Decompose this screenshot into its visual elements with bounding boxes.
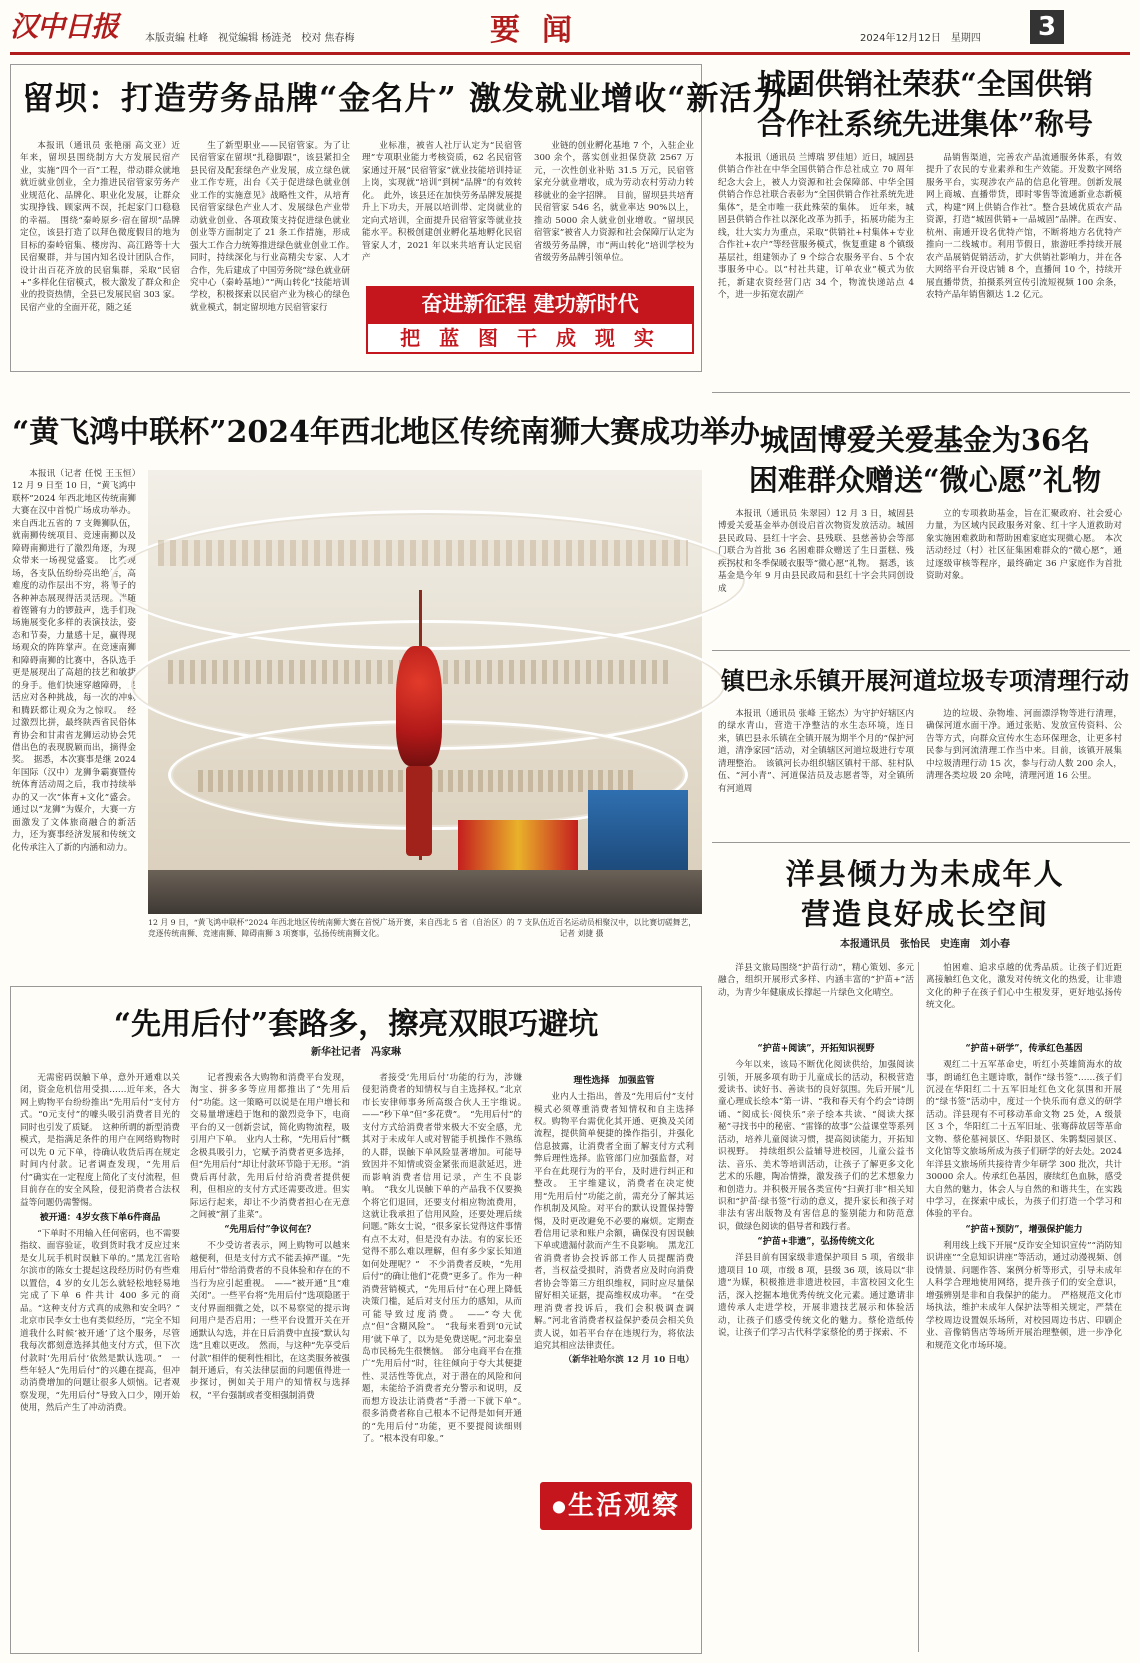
article-yangxian-byline: 本报通讯员 张怡民 史连南 刘小春 bbox=[840, 939, 1010, 950]
editor-credits: 本版责编 杜峰 视觉编辑 杨涟尧 校对 焦春梅 bbox=[145, 33, 355, 44]
article-payment-col3: 者接受‘先用后付’功能的行为，涉嫌侵犯消费者的知情权与自主选择权。”北京市长安律师事务所高级合伙人王宇维说。 ——“秒下单”但“多花费”。 “先用后付”的支付方式给消费者带来极大不安全感，尤其对于未成年人或对智能手机操作不熟练的人群，误触下单风险显著增加。可能导致因并不知情或资金紧张而退款延迟，进而影响消费者信用记录，产生不良影响。 “我女儿误触下单的产品我不仅要换个将它们退回，还要支付相应物流费用，这就让我承担了信用风险，还要处理后续问题。”陈女士说，“很多家长觉得这件事情有点不太对，但是没有办法。有的家长还觉得不那么难以理解，但有多少家长知道如何处理呢？” 不少消费者反映，“先用后付”的确让他们“花费”更多了。作为一种消费营销模式，“先用后付”在心理上降低决策门槛，延后对支付压力的感知，从而可能导致过度消费。 ——“夸大优点”但“含糊风险”。 “我每来看到‘0元试用’就下单了，以为是免费送呢。”河北秦皇岛市民杨先生很懊恼。 部分电商平台在推广“先用后付”时，往往倾向于夸大其便捷性、灵活性等优点，对于潜在的风险和问题，未能给予消费者充分警示和说明，反而想方设法让消费者“手滑一下就下单”。 很多消费者称自己根本不记得是如何开通的“先用后付”功能，更不要提阅读细则了。“根本没有印象。” bbox=[362, 1073, 531, 1445]
article-chenggu-coop-col1: 本报讯（通讯员 兰博瑞 罗佳旭）近日，城固县供销合作社在中华全国供销合作总社成立 70 周年纪念大会上，被人力资源和社会保障部、中华全国供销合作总社联合表彰为“全国供销合作社系统先进集体”，是全市唯一获此殊荣的集体。 近年来，城固县供销合作社以深化改革为抓手，拓展功能为主线，壮大实力为重点，采取“供销社+村集体+专业合作社+农户”等经营服务模式，恢复重建 8 个镇级基层社，组建领办了 9 个综合农服务平台、5 个农事服务中心。以“村社共建，订单农业”模式为依托，新建农资经营门店 34 个，物流快递站点 4 个，进一步拓宽农副产 bbox=[718, 153, 914, 300]
dot-icon: ● bbox=[552, 1496, 568, 1516]
article-liondance-title: “黄飞鸿中联杯”2024年西北地区传统南狮大赛成功举办 bbox=[12, 415, 761, 450]
article-payment-title: “先用后付”套路多，擦亮双眼巧避坑 bbox=[113, 1007, 599, 1042]
article-payment-col1: 无需密码误触下单，意外开通难以关闭，资金危机信用受损……近年来，各大网上购物平台纷纷推出“先用后付”支付方式。“0元支付”的噱头吸引消费者目光的同时也引发了质疑。 这种所谓的新型消费模式，是指满足条件的用户在网络购物时可以先 0 元下单，待确认收货后再在规定时间内付款。记者调查发现，“先用后付”确实在一定程度上简化了支付流程，但目前存在的安全风险，侵犯消费者合法权益等问题仍需警惕。 被开通：4岁女孩下单6件商品 “下单时不用输入任何密码，也不需要指纹、面容验证，收到货时我才反应过来是女儿玩手机时误触下单的。”黑龙江省哈尔滨市的陈女士提起这段经历时仍有些难以置信，4 岁的女儿怎么就轻松地轻易地完成了下单 6 件共计 400 多元的商品。“这种支付方式真的成熟和安全吗？” 北京市民李女士也有类似经历，“完全不知道我什么时候‘被开通’了这个服务，尽管我每次都刻意选择其他支付方式，但下次付款时‘先用后付’依然是默认选项。” 一些年轻人“先用后付”的兴趣在提高，但冲动消费增加的问题让很多人烦恼。记者观察发现，“先用后付”导致入口少，刚开始使用，然后产生了冲动消费。 bbox=[20, 1073, 189, 1414]
article-chenggu-coop-title: 城固供销社荣获“全国供销 合作社系统先进集体”称号 bbox=[757, 67, 1093, 141]
article-yangxian-intro2: 怕困难、追求卓越的优秀品质。让孩子们近距离接触红色文化，激发对传统文化的热爱，让非遗文化的种子在孩子们心中生根发芽，更好地弘扬传统文化。 bbox=[926, 963, 1122, 1011]
article-chenggu-fund-col2: 立的专项救助基金，旨在汇聚政府、社会爱心力量，为区域内民政服务对象、红十字人道救助对象实施困难救助和帮助困难家庭实现微心愿。 本次活动经过（村）社区征集困难群众的“微心愿”，通过逐级审核等程序，最终确定 36 户家庭作为首批资助对象。 bbox=[926, 509, 1122, 582]
article-liuba-col4: 业链的创业孵化基地 7 个，入驻企业 300 余个，落实创业担保贷款 2567 万元，一次性创业补贴 31.5 万元，民宿管家充分就业增收，成为劳动农村劳动力转移就业的金字招牌。 目前，留坝县共培育民宿管家 546 名，就业率达 90%以上，推动 5000 余人就业创业增收。“留坝民宿管家”被省人力资源和社会保障厅认定为省级劳务品牌，市“两山转化”培训学校为省级劳务品牌引领单位。 bbox=[534, 141, 694, 264]
article-payment-col2: 记者搜索各大购物和消费平台发现，淘宝、拼多多等应用都推出了“先用后付”功能。这一策略可以说是在用户增长和交易量增速趋于饱和的激烈竞争下，电商平台的又一创新尝试，简化购物流程，吸引用户下单。 业内人士称，“先用后付”概念极具吸引力，它赋予消费者更多选择，但“先用后付”却让付款环节隐于无形。“消费后再付款，先用后付给消费者提供便利，但相应的支付方式还需要改进。但实际运行起来，却让不少消费者担心在无意之间被“割了韭菜”。 “先用后付”争议何在？ 不少受访者表示，网上购物可以越来越便利，但是支付方式不能丢掉严谨。“先用后付”带给消费者的不良体验和存在的不当行为应引起重视。 ——“被开通”且“难关闭”。一些平台将“先用后付”选项隐匿于支付界面细微之处，以不易察觉的提示询问用户是否启用；一些平台设置开关在开通默认勾选，并在日后消费中直接“默认勾选”且难以更改。 然而，与这种“先享受后付款”相伴的便利性相比，在这类服务被强制开通后，有关法律层面的问题值得进一步探讨，例如关于用户的知情权与选择权，“平台强制或者变相强制消费 bbox=[190, 1073, 350, 1401]
campaign-banner-top: 奋进新征程 建功新时代 bbox=[366, 286, 694, 322]
article-liondance-text: 本报讯（记者 任悦 王玉恒）12 月 9 日至 10 日，“黄飞鸿中联杯”2024 年西北地区传统南狮大赛在汉中首悦广场成功举办。来自西北五省的 7 支舞狮队伍，就南狮传统项目、竞速南狮以及障碍南狮进行了激烈角逐，为现众带来一场视觉盛宴。 比赛现场，各支队伍纷纷亮出绝活，高难度的动作层出不穷，将狮子的各种神态展现得活灵活现。伴随着铿锵有力的锣鼓声，选手们现场施展变化多样的表演技法，姿态和节奏，力量感十足，赢得现场观众的阵阵掌声。在竞速南狮和障碍南狮的比赛中，各队选手更是展现出了高超的技艺和敏捷的身手。他们快速穿越障碍，灵活应对各种挑战，每一次的冲刺和腾跃都让观众为之惊叹。 经过激烈比拼，最终陕西省民俗体育协会和甘肃省龙狮运动协会凭借出色的表现脱颖而出，摘得金奖。 据悉，本次赛事是继 2024 年国际（汉中）龙狮争霸赛暨传统体育活动周之后，我市持续举办的又一次“体育+文化”盛会。通过以“龙狮”为媒介，大赛一方面激发了文体旅商融合的新活力，还为赛事经济发展和传统文化传承注入了新的内涵和动力。 bbox=[12, 469, 136, 853]
article-yangxian-title: 洋县倾力为未成年人 营造良好成长空间 bbox=[785, 857, 1065, 931]
article-zhenba-col1: 本报讯（通讯员 张峰 王铭杰）为守护好辖区内的绿水青山，营造干净整洁的水生态环境，连日来，镇巴县永乐镇在全镇开展为期半个月的“保护河道，清净家园”活动，对全镇辖区河道垃圾进行专项清理整治。 该镇河长办组织辖区镇村干部、驻村队伍、“河小青”、河道保洁员及志愿者等，对全镇所有河道周 bbox=[718, 709, 914, 794]
article-liuba-col1: 本报讯（通讯员 张艳丽 高文亚）近年来，留坝县围绕制方大方发展民宿产业，实施“四个一百”工程，带动群众就地就近就业创业，全力推进民宿管家劳务产业规范化、品牌化、职业化发展，让群众实现挣钱、顾家两不误，托起家门口稳稳的幸福。 围绕“秦岭原乡·宿在留坝”品牌定位，该县打造了以拜色微度假目的地为目标的秦岭宿集、楼房沟、高江路等十大民宿聚群，并与国内知名设计团队合作，设计出百花齐放的民宿集群，采取“民宿+”多样化住宿模式，极大激发了群众和企业的投资热情，全县已发展民宿 303 家。民宿产业的全面开花，随之延 bbox=[20, 141, 180, 313]
column-divider bbox=[918, 962, 919, 1652]
article-yangxian-col1: “护苗+阅读”，开拓知识视野 今年以来，该局不断优化阅读供给，加强阅读引领，开展多项有助于儿童成长的活动，积极营造爱读书、读好书、善读书的良好氛围。先后开展“儿童心理成长绘本”第一讲、“我和春天有个约会”诗朗诵、“阅成长·阅快乐”亲子绘本共读、“阅读大探秘”寻找书中的秘密、“雷锋的故事”公益课堂等系列活动，培养儿童阅读习惯，提高阅读能力，开拓知识视野。 持续组织公益辅导进校园，儿童公益书法、音乐、美术等培训活动，让孩子了解更多文化艺术的乐趣，陶冶情操，激发孩子们的艺术想象力和创造力。并积极开展各类宣传“扫黄打非”相关知识和“护苗·绿书签”行动的意义，提升家长和孩子对非法有害出版物及有害信息的鉴别能力和防范意识，做绿色阅读的倡导者和践行者。 “护苗+非遗”，弘扬传统文化 洋县目前有国家级非遗保护项目 5 项，省级非遗项目 10 项，市级 8 项，县级 36 项，该局以“非遗”为媒，积极推进非遗进校园，丰富校园文化生活，深入挖掘本地优秀传统文化元素。通过邀请非遗传承人走进学校，开展非遗技艺展示和体验活动，让孩子们感受传统文化的魅力。蔡伦造纸传说，让孩子们学习古代科学家蔡伦的勇于探索、不 bbox=[718, 1044, 914, 1339]
article-chenggu-coop-col2: 品销售渠道，完善农产品流通服务体系，有效提升了农民的专业素养和生产效能。开发数字网络服务平台，实现涉农产品的信息化管理。创新发展网上商城、直播带货，即时零售等流通新业态新模式，构建“网上供销合作社”。整合县域优质农产品资源，打造“城固供销+一品城固”品牌。在西安、杭州、南通开设名优特产馆，不断将地方名优特产推向一二线城市。利用节假日，旅游旺季持续开展农产品展销促销活动，扩大供销社影响力，并在各大网络平台开设店铺 8 个，直播间 10 个，持续开展直播带货，拍摄系列宣传引流短视频 100 余条，农特产品年销售额达 1.2 亿元。 bbox=[926, 153, 1122, 300]
article-payment-byline: 新华社记者 冯家琳 bbox=[311, 1047, 401, 1058]
article-chenggu-fund-title: 城固博爱关爱基金为36名 困难群众赠送“微心愿”礼物 bbox=[748, 423, 1102, 497]
issue-date: 2024年12月12日 星期四 bbox=[860, 33, 981, 44]
article-liuba-col2: 生了新型职业——民宿管家。为了让民宿管家在留坝“扎稳脚跟”，该县紧扣全县民宿及配套绿色产业发展，成立绿色就业工作专班，出台《关于促进绿色就业创业工作的实施意见》战略性文件，从培育民宿管家绿色产业人才、发展绿色产业带动就业创业、各项政策支持促进绿色就业创业等方面制定了 21 条工作措施，形成强大工作合力统筹推进绿色就业创业工作。 同时，持续深化与行业高精尖专家、人才合作，先后建成了中国劳务院“绿色就业研究中心（秦岭基地）”“两山转化”技能培训学校，积极探索以民宿产业为核心的绿色就业模式，制定留坝地方民宿管家行 bbox=[190, 141, 359, 313]
divider bbox=[712, 650, 1130, 651]
newspaper-logo: 汉中日报 bbox=[10, 10, 119, 43]
life-observation-banner: ●生活观察 bbox=[540, 1482, 692, 1530]
section-title: 要闻 bbox=[490, 13, 594, 48]
page-number: 3 bbox=[1030, 10, 1064, 44]
article-chenggu-fund-col1: 本报讯（通讯员 朱翠园）12 月 3 日，城固县博爱关爱基金举办创设启首次物资发放活动。城固县民政局、县红十字会、县残联、县慈善协会等部门联合为首批 36 名困难群众赠送了生日蛋糕、残疾拐杖和冬季保暖衣服等“微心愿”礼物。 据悉，该基金是今年 9 月由县民政局和县红十字会共同创设成 bbox=[718, 509, 914, 594]
campaign-banner-bottom: 把 蓝 图 干 成 现 实 bbox=[366, 322, 694, 354]
header-rule bbox=[10, 52, 1130, 55]
article-yangxian-intro1: 洋县文旅局围绕“护苗行动”，精心策划、多元融合，组织开展形式多样、内涵丰富的“护苗+”活动，为青少年健康成长撑起一片绿色文化晴空。 bbox=[718, 963, 914, 998]
article-liuba-title: 留坝：打造劳务品牌“金名片” 激发就业增收“新活力” bbox=[22, 79, 805, 117]
liondance-photo bbox=[148, 470, 702, 914]
divider bbox=[712, 392, 1130, 393]
article-zhenba-col2: 边的垃圾、杂物堆、河面漂浮物等进行清理，确保河道水面干净。通过张贴、发放宣传资料、公告等方式，向群众宣传水生态环保理念，让更多村民参与到河流清理工作当中来。目前，该镇开展集中垃圾清理行动 15 次，参与行动人数 200 余人，清理各类垃圾 20 余吨，清理河道 16 公里。 bbox=[926, 709, 1122, 782]
divider bbox=[712, 842, 1130, 843]
article-payment-col4: 理性选择 加强监管 业内人士指出，普及“先用后付”支付模式必须尊重消费者知情权和自主选择权。购物平台需优化其开通、更换及关闭流程，提供简单便捷的操作指引，并强化信息披露，让消费者全面了解支付方式利弊后理性选择。监管部门应加强监督，对平台在此现行为的平台，及时进行纠正和整改。 王宇维建议，消费者在决定使用“先用后付”功能之前，需充分了解其运作机制及风险。对平台的默认设置保持警惕，及时更改避免不必要的麻烦。定期查看信用记录和账户余额，确保没有因误触下单或遗漏付款而产生不良影响。 黑龙江省消费者协会投诉部工作人员提醒消费者，当权益受损时，消费者应及时向消费者协会等第三方组织维权，同时应尽量保留好相关证据，提高维权成功率。 “在受理消费者投诉后，我们会积极调查调解。”河北省消费者权益保护委员会相关负责人说，如若平台存在违规行为，将依法追究其相应法律责任。 （新华社哈尔滨 12 月 10 日电） bbox=[534, 1076, 694, 1365]
article-zhenba-title: 镇巴永乐镇开展河道垃圾专项清理行动 bbox=[721, 666, 1129, 695]
article-yangxian-col2: “护苗+研学”，传承红色基因 观红二十五军革命史，听红小英雄简海水的故事，朗诵红色主题诗歌，制作“绿书签”……孩子们沉浸在华阳红二十五军旧址红色文化氛围和开展的“绿书签”活动中，度过一个快乐而有意义的研学活动。洋县现有不可移动革命文物 25 处，A 级景区 3 个，华阳红二十五军旧址、张骞薛故居等革命文物、蔡伦墓祠景区、华阳景区、朱鹮梨园景区、文化馆等文旅场所成为孩子们研学的好去处。2024 年洋县文旅场所共接待青少年研学 300 批次，共计 30000 余人。传承红色基因，赓续红色血脉，感受大自然的魅力，体会人与自然的和谐共生，在实践中学习，在探索中成长，为孩子们打造一个学习和体验的平台。 “护苗+预防”，增强保护能力 利用线上线下开展“反诈安全知识宣传”“消防知识讲座”“全息知识讲座”等活动，通过动漫视频、创设情景、问题作答、案例分析等形式，引导未成年人科学合理地使用网络，提升孩子们的安全意识，增强辨别是非和自我保护的能力。 严格规范文化市场执法，维护未成年人保护法等相关规定，严禁在学校周边设置娱乐场所，对校园周边书店、印刷企业、音像销售店等场所开展治理整顿，进一步净化和规范文化市场环境。 bbox=[926, 1044, 1122, 1351]
liondance-photo-caption: 12 月 9 日，“黄飞鸿中联杯”2024 年西北地区传统南狮大赛在首悦广场开赛，来自西北 5 省（自治区）的 7 支队伍近百名运动员相聚汉中，以比赛切磋舞艺，竞逐传统南狮、竞速南狮、障碍南狮 3 项赛事，弘扬传统南狮文化。 记者 刘捷 摄 bbox=[148, 918, 697, 938]
article-liuba-col3: 业标准，被省人社厅认定为“民宿管理”专项职业能力考核资质，62 名民宿管家通过开展“民宿管家”就业技能培训持证上岗，实现就“培训”到树“品牌”的有效转化。 此外，该县还在加快劳务品牌发展提升上下功夫，开展以培训带、定岗就业的定向式培训，全面提升民宿管家等就业技能水平。积极创建创业孵化基地孵化民宿管家人才，2021 年以来共培育认定民宿产 bbox=[362, 141, 522, 264]
